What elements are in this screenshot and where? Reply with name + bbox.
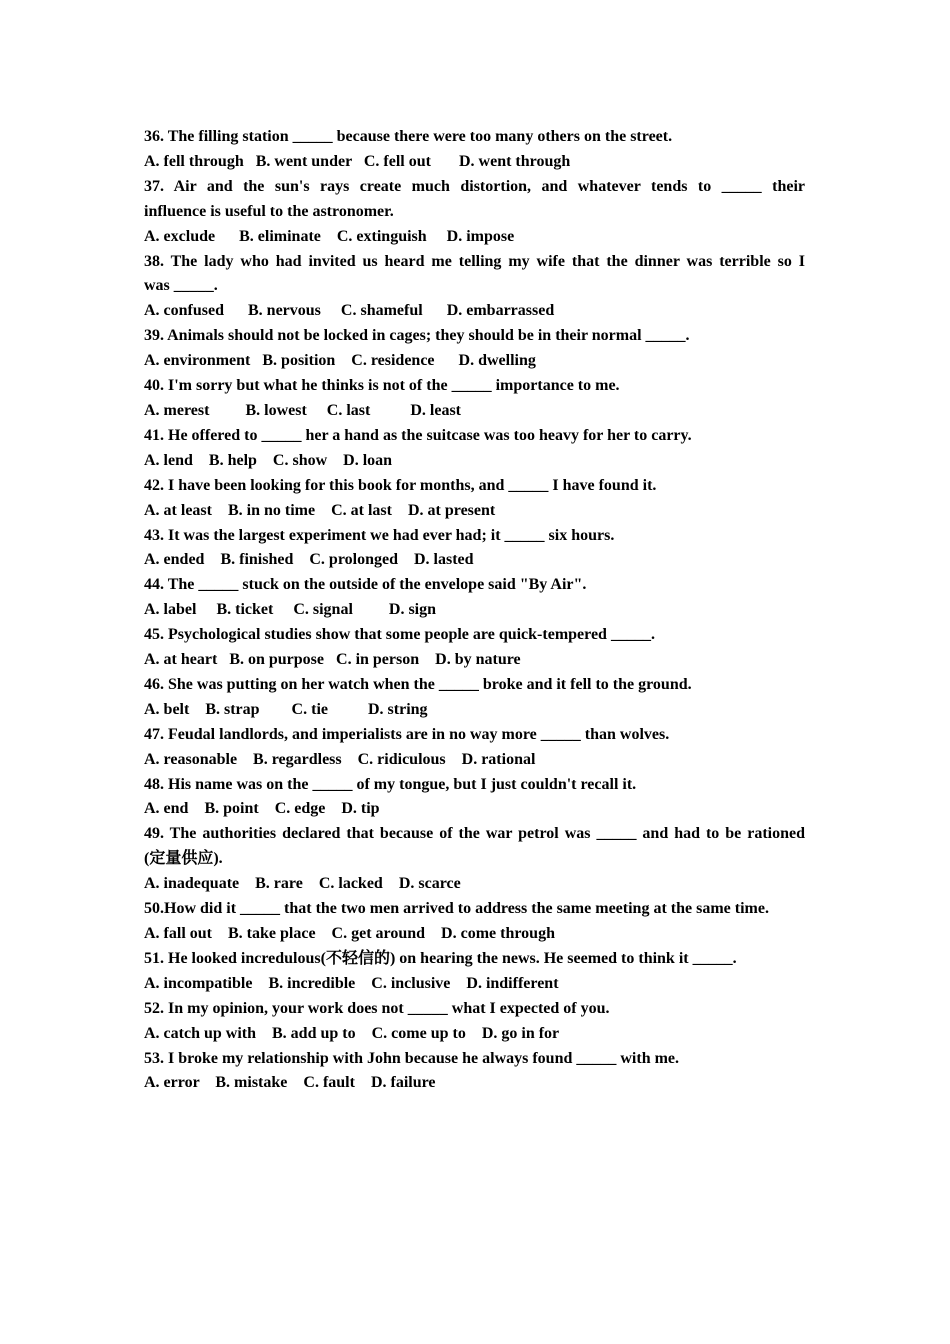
question-37-stem-continued: influence is useful to the astronomer.: [144, 202, 394, 220]
question-44-stem: 44. The _____ stuck on the outside of the envelope said "By Air".: [144, 576, 587, 594]
question-46-stem: 46. She was putting on her watch when the _____ broke and it fell to the ground.: [144, 675, 692, 693]
question-document: [144, 125, 805, 1096]
question-43-stem: 43. It was the largest experiment we had ever had; it _____ six hours.: [144, 526, 615, 544]
question-39-options: A. environment B. position C. residence D. dwelling: [144, 352, 536, 370]
question-44-options: A. label B. ticket C. signal D. sign: [144, 601, 437, 619]
question-52-stem: 52. In my opinion, your work does not _____ what I expected of you.: [144, 999, 610, 1017]
question-38-stem-continued: was _____.: [144, 277, 218, 295]
question-38-options: A. confused B. nervous C. shameful D. embarrassed: [144, 302, 555, 320]
question-41-stem: 41. He offered to _____ her a hand as the suitcase was too heavy for her to carry.: [144, 426, 692, 444]
question-38-stem: 38. The lady who had invited us heard me telling my wife that the dinner was terrible so I: [144, 252, 805, 270]
question-51-stem: 51. He looked incredulous(不轻信的) on hearing the news. He seemed to think it _____.: [144, 949, 737, 967]
question-37-stem: 37. Air and the sun's rays create much distortion, and whatever tends to _____ their: [144, 177, 805, 195]
question-52-options: A. catch up with B. add up to C. come up to D. go in for: [144, 1024, 560, 1042]
question-42-options: A. at least B. in no time C. at last D. at present: [144, 501, 496, 519]
question-48-options: A. end B. point C. edge D. tip: [144, 800, 380, 818]
question-48-stem: 48. His name was on the _____ of my tongue, but I just couldn't recall it.: [144, 775, 637, 793]
question-36-stem: 36. The filling station _____ because there were too many others on the street.: [144, 128, 673, 145]
question-47-options: A. reasonable B. regardless C. ridiculous D. rational: [144, 750, 536, 768]
question-46-options: A. belt B. strap C. tie D. string: [144, 700, 428, 718]
question-43-options: A. ended B. finished C. prolonged D. lasted: [144, 551, 474, 569]
question-45-options: A. at heart B. on purpose C. in person D. by nature: [144, 651, 521, 669]
question-50-options: A. fall out B. take place C. get around D. come through: [144, 925, 555, 942]
question-40-stem: 40. I'm sorry but what he thinks is not of the _____ importance to me.: [144, 377, 620, 395]
question-42-stem: 42. I have been looking for this book for months, and _____ I have found it.: [144, 476, 657, 494]
question-36-options: A. fell through B. went under C. fell out D. went through: [144, 152, 571, 170]
question-50-stem: 50.How did it _____ that the two men arrived to address the same meeting at the same time.: [144, 900, 769, 918]
question-39-stem: 39. Animals should not be locked in cages; they should be in their normal _____.: [144, 327, 690, 345]
question-51-options: A. incompatible B. incredible C. inclusive D. indifferent: [144, 974, 559, 992]
question-49-stem-continued: (定量供应).: [144, 850, 223, 868]
question-40-options: A. merest B. lowest C. last D. least: [144, 401, 461, 419]
question-53-options: A. error B. mistake C. fault D. failure: [144, 1074, 436, 1092]
question-49-options: A. inadequate B. rare C. lacked D. scarce: [144, 875, 461, 893]
question-53-stem: 53. I broke my relationship with John because he always found _____ with me.: [144, 1049, 680, 1067]
question-41-options: A. lend B. help C. show D. loan: [144, 451, 393, 469]
question-49-stem: 49. The authorities declared that because of the war petrol was _____ and had to be rationed: [144, 825, 805, 843]
question-45-stem: 45. Psychological studies show that some people are quick-tempered _____.: [144, 626, 655, 644]
question-47-stem: 47. Feudal landlords, and imperialists are in no way more _____ than wolves.: [144, 725, 670, 743]
question-37-options: A. exclude B. eliminate C. extinguish D. impose: [144, 227, 515, 245]
